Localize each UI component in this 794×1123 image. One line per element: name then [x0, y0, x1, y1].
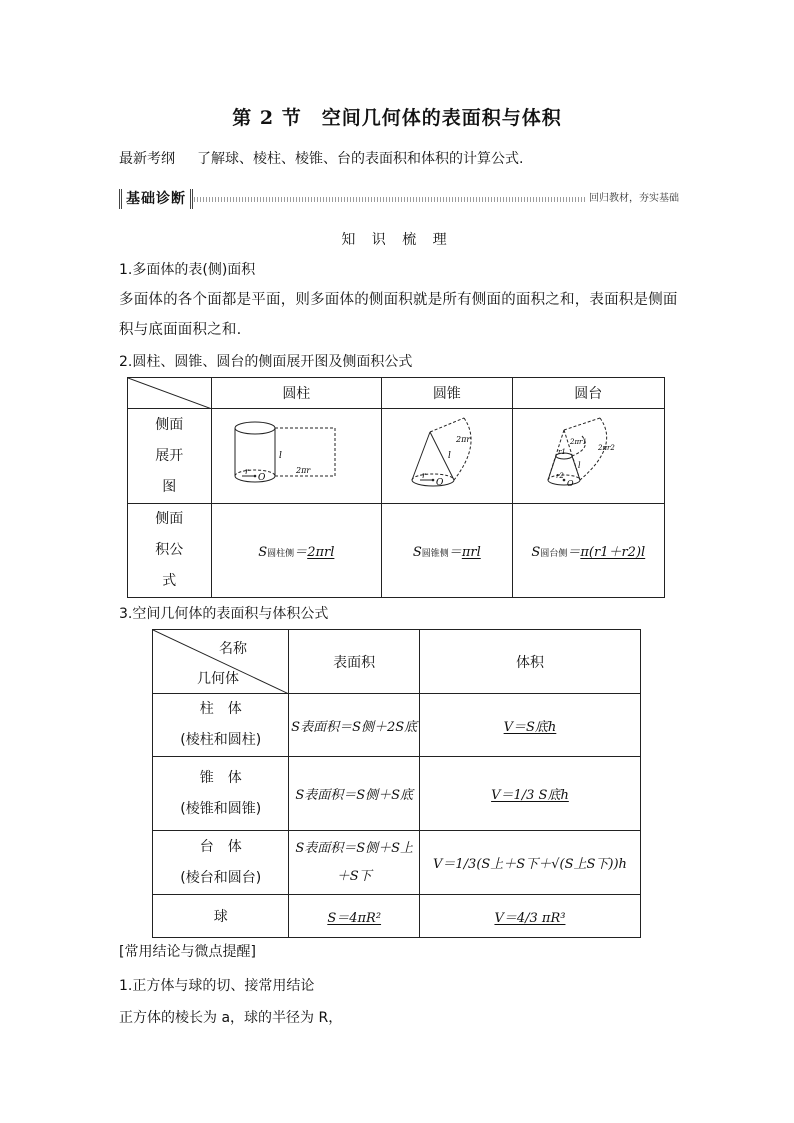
syllabus-text: 了解球、棱柱、棱锥、台的表面积和体积的计算公式. [197, 151, 524, 167]
table-row [153, 831, 641, 895]
row-label-formula: 侧面 积公 式 [128, 504, 212, 598]
tips-heading: [常用结论与微点提醒] [119, 944, 256, 960]
item2-title: 2.圆柱、圆锥、圆台的侧面展开图及侧面积公式 [119, 354, 413, 370]
prism-volume: V＝S底h [419, 694, 640, 757]
frustum-area: S表面积＝S侧＋S上＋S下 [289, 831, 419, 895]
cone-unfold-diagram [392, 414, 502, 494]
banner-right-text: 回归教材，夯实基础 [585, 191, 679, 207]
svg-text:2πr2: 2πr2 [598, 444, 616, 452]
corner-cell [128, 378, 212, 409]
svg-text:O: O [567, 479, 574, 488]
cone-formula: S圆锥侧＝πrl [382, 504, 513, 598]
svg-text:2πr: 2πr [455, 435, 470, 444]
row-label-unfold: 侧面 展开 图 [128, 409, 212, 504]
frustum-diagram-cell [512, 409, 664, 504]
svg-text:l: l [447, 451, 451, 461]
row-name-pyramid: 锥 体 (棱锥和圆锥) [153, 757, 289, 831]
section-heading: 知 识 梳 理 [341, 232, 453, 248]
cylinder-formula: S圆柱侧＝2πrl [211, 504, 381, 598]
header-cone: 圆锥 [382, 378, 513, 409]
tips-item1: 1.正方体与球的切、接常用结论 [119, 978, 315, 994]
svg-text:O: O [435, 478, 444, 488]
sphere-area: S＝4πR² [289, 895, 419, 938]
svg-text:r: r [421, 471, 426, 480]
lateral-area-table [127, 377, 665, 598]
svg-text:r: r [245, 467, 250, 476]
page-title: 第 2 节 空间几何体的表面积与体积 [232, 107, 562, 129]
svg-text:r2: r2 [556, 472, 565, 480]
table-row [153, 694, 641, 757]
header-area: 表面积 [289, 630, 419, 694]
item1-body: 多面体的各个面都是平面，则多面体的侧面积就是所有侧面的面积之和，表面积是侧面积与底面面积之和. [119, 292, 678, 338]
sphere-volume: V＝4/3 πR³ [419, 895, 640, 938]
svg-text:r1: r1 [558, 448, 567, 456]
header-volume: 体积 [419, 630, 640, 694]
syllabus-label: 最新考纲 [119, 151, 175, 167]
frustum-volume: V＝1/3(S上＋S下＋√(S上S下))h [419, 831, 640, 895]
section-banner [119, 189, 679, 209]
pyramid-volume: V＝1/3 S底h [419, 757, 640, 831]
svg-text:l: l [279, 451, 283, 461]
item1-title: 1.多面体的表(侧)面积 [119, 262, 256, 278]
row-name-frustum: 台 体 (棱台和圆台) [153, 831, 289, 895]
pyramid-area: S表面积＝S侧＋S底 [289, 757, 419, 831]
frustum-unfold-diagram [528, 414, 648, 494]
tips-line: 正方体的棱长为 a，球的半径为 R， [119, 1010, 343, 1026]
banner-label: 基础诊断 [119, 189, 193, 209]
table-row [153, 757, 641, 831]
cylinder-unfold-diagram [226, 414, 366, 494]
svg-text:O: O [258, 473, 266, 483]
item3-title: 3.空间几何体的表面积与体积公式 [119, 606, 329, 622]
area-volume-table [152, 629, 641, 938]
svg-text:2πr1: 2πr1 [570, 438, 588, 446]
corner-cell-2: 名称 几何体 [153, 630, 289, 694]
svg-text:l: l [578, 461, 581, 470]
row-name-sphere: 球 [153, 895, 289, 938]
corner-diagonal [128, 378, 212, 409]
prism-area: S表面积＝S侧＋2S底 [289, 694, 419, 757]
svg-text:2πr: 2πr [296, 466, 311, 475]
frustum-formula: S圆台侧＝π(r1＋r2)l [512, 504, 664, 598]
header-cylinder: 圆柱 [211, 378, 381, 409]
syllabus-line [119, 148, 523, 168]
header-frustum: 圆台 [512, 378, 664, 409]
cylinder-diagram-cell [211, 409, 381, 504]
cone-diagram-cell [382, 409, 513, 504]
table-row [153, 895, 641, 938]
row-name-prism: 柱 体 (棱柱和圆柱) [153, 694, 289, 757]
